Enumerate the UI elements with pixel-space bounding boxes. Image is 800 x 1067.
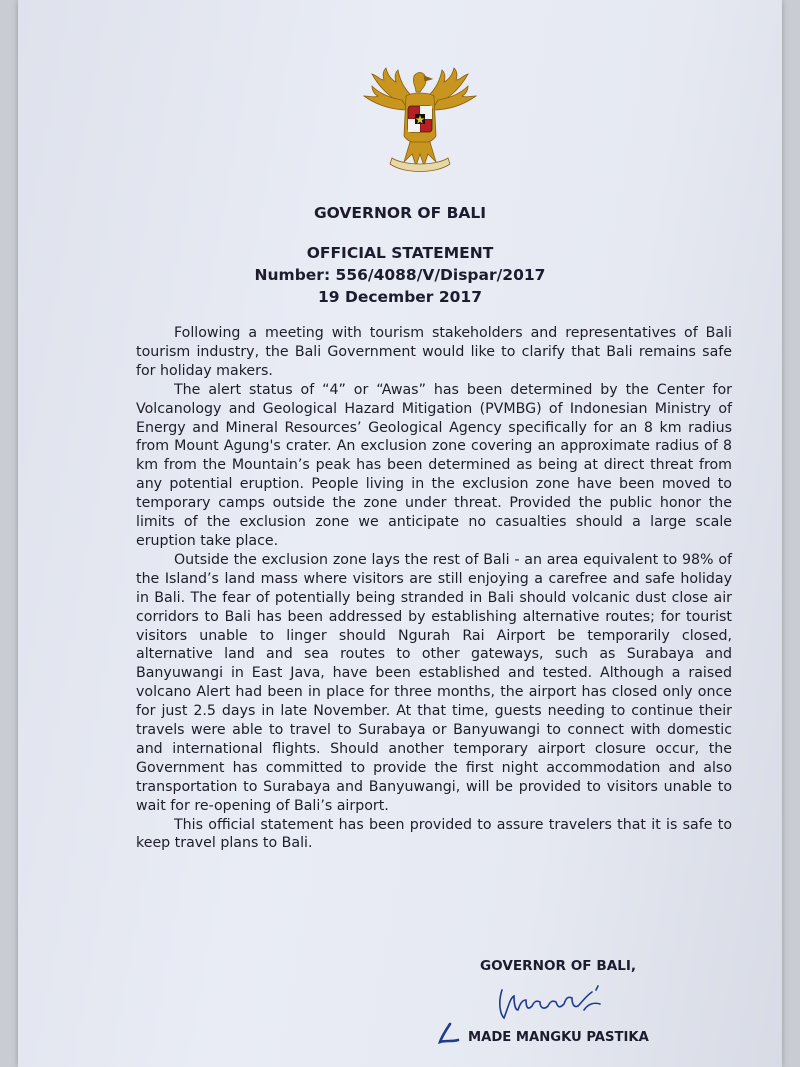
reference-number: Number: 556/4088/V/Dispar/2017 xyxy=(254,266,546,284)
paragraph-outside-zone: Outside the exclusion zone lays the rest of Bali - an area equivalent to 98% of the Island’s land mass where visitors are still enjoying a carefree and safe holiday in Bali. The fear of potentially being stranded in Bali should volcanic dust close air corridors to Bali has been addressed by establishing alternative routes; for tourist visitors unable to linger should Ngurah Rai Airport be temporarily closed, alternative land and sea routes to other gateways, such as Surabaya and Banyuwangi in East Java, have been established and tested. Although a raised volcano Alert had been in place for three months, the airport has closed only once for just 2.5 days in late November. At that time, guests needing to continue their travels were able to travel to Surabaya or Banyuwangi to connect with domestic and international flights. Should another temporary airport closure occur, the Government has committed to provide the first night accommodation and also transportation to Surabaya and Banyuwangi, will be provided to visitors unable to wait for re-opening of Bali’s airport. xyxy=(136,551,732,814)
paragraph-assurance: This official statement has been provided to assure travelers that it is safe to keep travel plans to Bali. xyxy=(136,816,732,852)
paragraph-intro: Following a meeting with tourism stakeholders and representatives of Bali tourism industry, the Bali Government would like to clarify that Bali remains safe for holiday makers. xyxy=(136,325,732,379)
signoff-title: GOVERNOR OF BALI, xyxy=(480,958,637,974)
document-type-heading: OFFICIAL STATEMENT xyxy=(306,244,494,262)
signatory-name: MADE MANGKU PASTIKA xyxy=(468,1030,649,1045)
paragraph-alert-status: The alert status of “4” or “Awas” has been determined by the Center for Volcanology and Geological Hazard Mitigation (PVMBG) of Indonesian Ministry of Energy and Mineral Resources’ Geological Agency specifically for an 8 km radius from Mount Agung's crater. An exclusion zone covering an approximate radius of 8 km from the Mountain’s peak has been determined as being at direct threat from any potential eruption. People living in the exclusion zone have been moved to temporary camps outside the zone under threat. Provided the public honor the limits of the exclusion zone we anticipate no casualties should a large scale eruption take place. xyxy=(136,381,732,549)
handwritten-signature-icon xyxy=(488,980,618,1028)
statement-date: 19 December 2017 xyxy=(318,288,482,306)
statement-body xyxy=(136,324,732,853)
issuing-authority-heading: GOVERNOR OF BALI xyxy=(313,204,487,222)
official-statement-paper xyxy=(18,0,782,1067)
paraf-mark-icon xyxy=(436,1022,462,1046)
garuda-emblem-icon xyxy=(358,66,482,176)
